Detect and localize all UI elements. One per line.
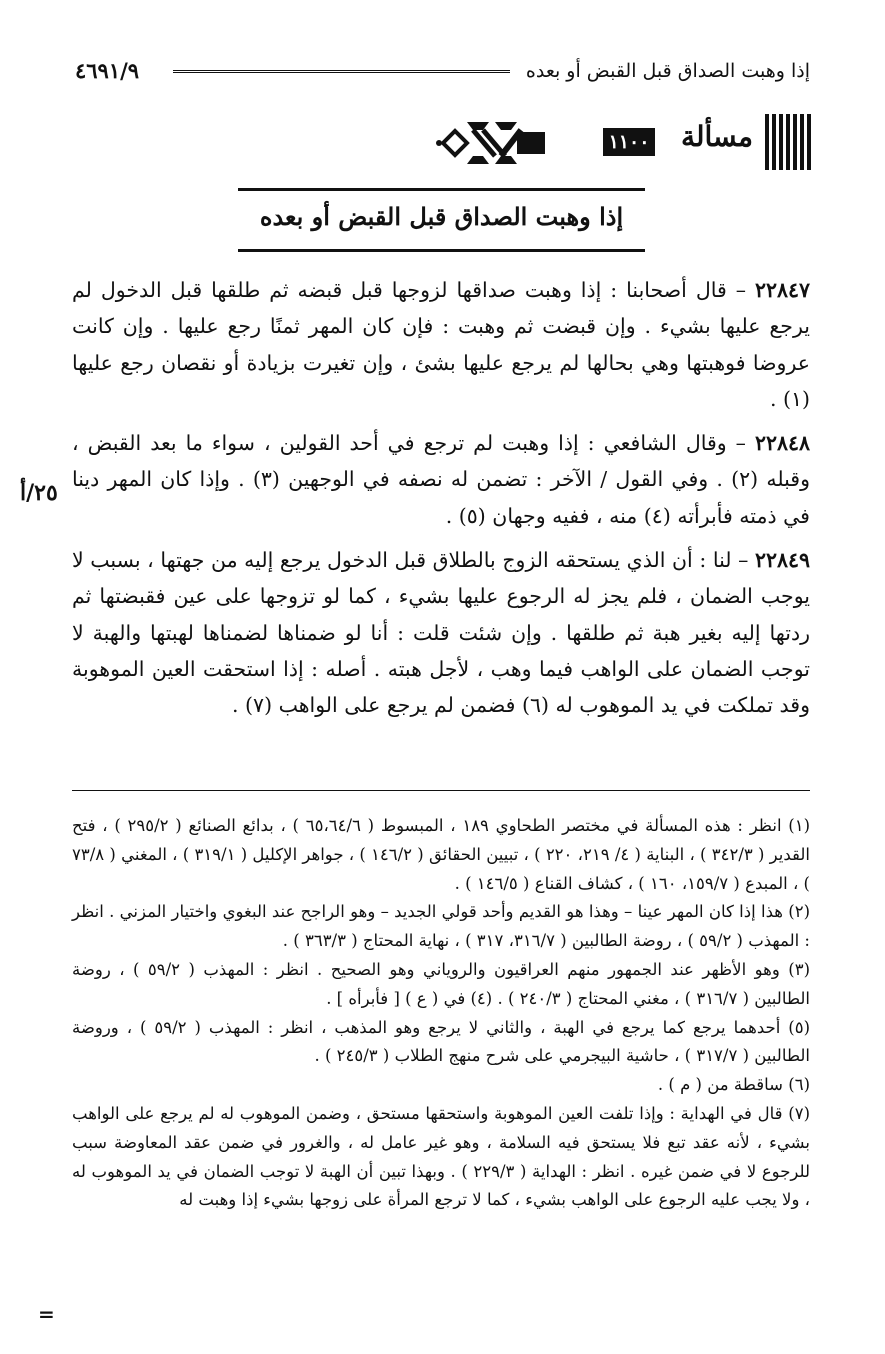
- paragraph-number: ٢٢٨٤٧: [754, 278, 810, 302]
- footnote: (٥) أحدهما يرجع كما يرجع في الهبة ، والثاني لا يرجع وهو المذهب ، انظر : المهذب ( ٥٩/٢ ) ، وروضة الطالبين ( ٣١٧/٧ ) ، حاشية البيجرمي على شرح منهج الطلاب ( ٢٤٥/٣ ) .: [72, 1017, 810, 1066]
- page-header: [75, 54, 810, 94]
- masala-number: ١١٠٠: [603, 128, 655, 156]
- paragraph-text: – قال أصحابنا : إذا وهبت صداقها لزوجها قبل قبضه ثم طلقها قبل الدخول لم يرجع عليها بشيء . وإن قبضت ثم وهبت : فإن كان المهر ثمنًا رجع عليها . وإن كانت عروضا فوهبتها وهي بحالها لم يرجع عليها بشئ ، وإن تغيرت بزيادة أو نقصان رجع عليها (١) .: [72, 278, 810, 411]
- footnote: (٢) هذا إذا كان المهر عينا – وهذا هو القديم وأحد قولي الجديد – وهو الراجح عند البغوي واختيار المزني . انظر : المهذب ( ٥٩/٢ ) ، روضة الطالبين ( ٣١٦/٧، ٣١٧ ) ، نهاية المحتاج ( ٣٦٣/٣ ) .: [72, 902, 810, 951]
- paragraph-text: – لنا : أن الذي يستحقه الزوج بالطلاق قبل الدخول يرجع إليه من جهتها ، بسبب لا يوجب الضمان ، فلم يجز له الرجوع عليها بشيء ، كما لو تزوجها على عين فقبضتها ثم ردتها إليه بغير هبة ثم طلقها . وإن شئت قلت : أنا لو ضمناها لضمناها لهبتها والهبة لا توجب الضمان على الواهب فيما وهب ، لأجل هبته . أصله : إذا استحقت العين الموهوبة وقد تملكت في يد الموهوب له (٦) فضمن لم يرجع على الواهب (٧) .: [72, 548, 810, 718]
- masala-label: مسألة: [680, 120, 753, 153]
- margin-note: ٢٥/أ: [20, 480, 58, 506]
- footnote: (١) انظر : هذه المسألة في مختصر الطحاوي ١٨٩ ، المبسوط ( ٦٥،٦٤/٦ ) ، بدائع الصنائع ( ٢٩٥/٢ ) ، فتح القدير ( ٣٤٢/٣ ) ، البناية ( ٤/ ٢١٩، ٢٢٠ ) ، تبيين الحقائق ( ١٤٦/٢ ) ، جواهر الإكليل ( ٣١٩/١ ) ، المغني ( ٧٣/٨ ) ، المبدع ( ١٥٩/٧، ١٦٠ ) ، كشاف القناع ( ١٤٦/٥ ) .: [72, 816, 811, 893]
- header-rule: [173, 70, 510, 76]
- section-title-box: [238, 188, 645, 252]
- section-title: إذا وهبت الصداق قبل القبض أو بعده: [259, 202, 624, 231]
- continuation-mark: =: [38, 1302, 55, 1326]
- paragraph: [72, 542, 810, 723]
- running-title: إذا وهبت الصداق قبل القبض أو بعده: [525, 60, 810, 82]
- banner-stripes: [765, 114, 813, 170]
- footnotes: [72, 812, 810, 1215]
- footnote-separator: [72, 790, 810, 791]
- page-number: ٤٦٩١/٩: [75, 58, 140, 83]
- banner-ornament-icon: [433, 112, 545, 174]
- paragraph: [72, 272, 810, 417]
- paragraph-number: ٢٢٨٤٩: [754, 548, 810, 573]
- footnote: (٧) قال في الهداية : وإذا تلفت العين الموهوبة واستحقها مستحق ، وضمن الموهوب له لم يرجع على الواهب بشيء ، لأنه عقد تبع فلا يستحق فيه السلامة ، وهو غير عامل له ، والغرور في ضمن عقد المعاوضة سبب للرجوع لا في ضمن غيره . انظر : الهداية ( ٢٢٩/٣ ) . وبهذا تبين أن الهبة لا توجب الضمان في يد الموهوب له ، ولا يجب عليه الرجوع على الواهب بشيء ، كما لا ترجع المرأة على زوجها بشيء إذا وهبت له: [72, 1103, 810, 1210]
- body-text: [72, 272, 810, 732]
- masala-banner: [543, 112, 813, 174]
- paragraph-number: ٢٢٨٤٨: [754, 431, 810, 456]
- paragraph: [72, 425, 810, 534]
- paragraph-text: – وقال الشافعي : إذا وهبت لم ترجع في أحد القولين ، سواء ما بعد القبض ، وقبله (٢) . وفي القول / الآخر : تضمن له نصفه في الوجهين (٣) . وإذا كان المهر دينا في ذمته فأبرأته (٤) منه ، ففيه وجهان (٥) .: [72, 431, 810, 528]
- footnote: (٦) ساقطة من ( م ) .: [657, 1075, 810, 1095]
- footnote: (٣) وهو الأظهر عند الجمهور منهم العراقيون والروياني وهو الصحيح . انظر : المهذب ( ٥٩/٢ ) ، روضة الطالبين ( ٣١٦/٧ ) ، مغني المحتاج ( ٢٤٠/٣ ) . (٤) في ( ع ) [ فأبرأه ] .: [72, 959, 811, 1008]
